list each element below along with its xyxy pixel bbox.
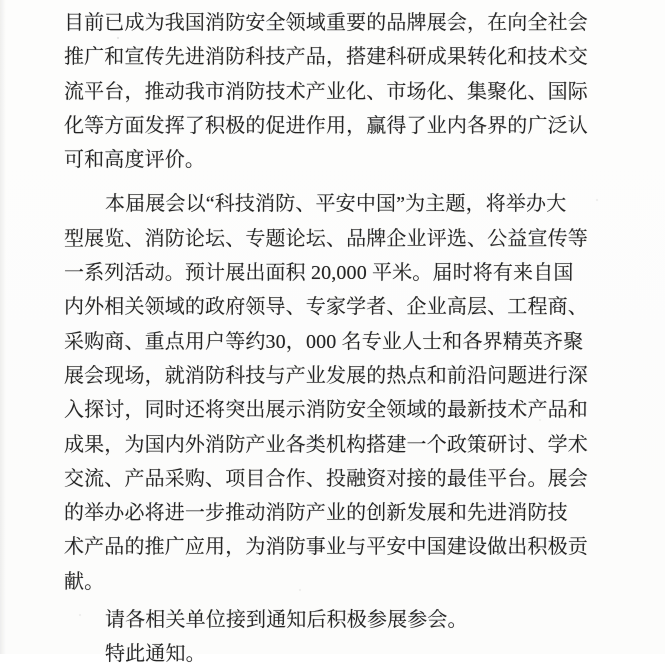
document-line: 目前已成为我国消防安全领域重要的品牌展会，在向全社会	[64, 12, 588, 34]
document-line: 一系列活动。预计展出面积 20,000 平米。届时将有来自国	[64, 262, 574, 285]
document-line: 特此通知。	[105, 643, 206, 666]
document-line: 交流、产品采购、项目合作、投融资对接的最佳平台。展会	[64, 467, 588, 490]
document-line: 成果，为国内外消防产业各类机构搭建一个政策研讨、学术	[64, 433, 588, 456]
document-line: 型展览、消防论坛、专题论坛、品牌企业评选、公益宣传等	[64, 227, 588, 250]
document-body-text	[64, 6, 596, 672]
document-line: 流平台，推动我市消防技术产业化、市场化、集聚化、国际	[64, 80, 588, 103]
document-line: 展会现场，就消防科技与产业发展的热点和前沿问题进行深	[64, 364, 588, 387]
document-line: 本届展会以“科技消防、平安中国”为主题，将举办大	[105, 193, 567, 216]
document-line: 推广和宣传先进消防科技产品，搭建科研成果转化和技术交	[64, 46, 588, 69]
document-line: 的举办必将进一步推动消防产业的创新发展和先进消防技	[64, 502, 568, 525]
document-line: 请各相关单位接到通知后积极参展参会。	[105, 609, 468, 632]
document-line: 入探讨，同时还将突出展示消防安全领域的最新技术产品和	[64, 399, 588, 422]
document-line: 内外相关领域的政府领导、专家学者、企业高层、工程商、	[64, 296, 588, 319]
document-line: 采购商、重点用户等约30，000 名专业人士和各界精英齐聚	[64, 330, 584, 353]
document-line: 献。	[64, 570, 105, 593]
document-line: 术产品的推广应用，为消防事业与平安中国建设做出积极贡	[64, 536, 588, 559]
document-line: 化等方面发挥了积极的促进作用，赢得了业内各界的广泛认	[64, 114, 588, 137]
document-line: 可和高度评价。	[64, 149, 206, 172]
